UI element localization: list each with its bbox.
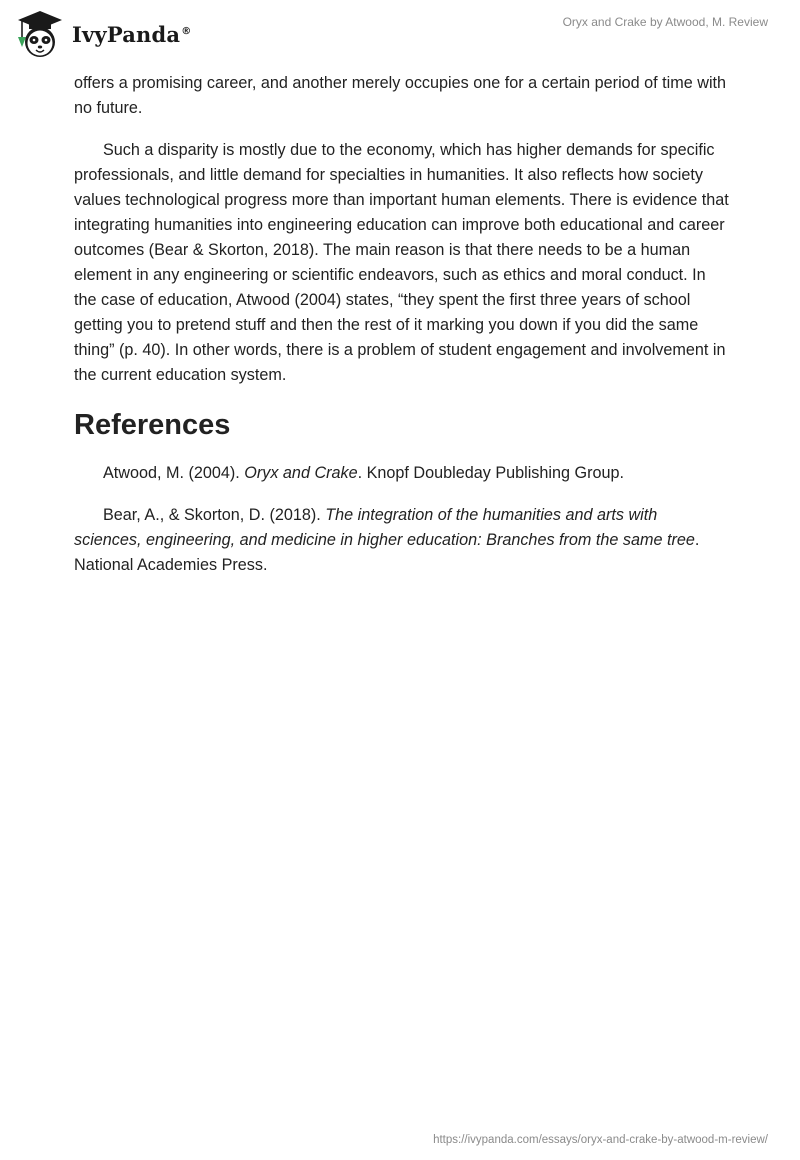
page-header — [0, 0, 800, 66]
panda-graduation-icon — [14, 9, 66, 59]
logo-text: IvyPanda® — [72, 21, 192, 47]
reference-entry — [74, 461, 729, 486]
reference-entry — [74, 503, 729, 578]
reference-publisher: . Knopf Doubleday Publishing Group. — [357, 464, 624, 482]
reference-authors: Atwood, M. (2004). — [103, 464, 245, 482]
references-heading: References — [74, 409, 231, 441]
ivypanda-logo[interactable] — [14, 8, 194, 60]
reference-title: The integration of the humanities and arts with sciences, engineering, and medicine in higher education: Branches from the same tree — [74, 506, 695, 549]
paragraph: Such a disparity is mostly due to the economy, which has higher demands for specific professionals, and little demand for specialties in humanities. It also reflects how society values technological progress more than important human elements. There is evidence that integrating humanities into engineering education can improve both educational and career outcomes (Bear & Skorton, 2018). The main reason is that there needs to be a human element in any engineering or scientific endeavors, such as ethics and moral conduct. In the case of education, Atwood (2004) states, “they spent the first three years of school getting you to pretend stuff and then the rest of it marking you down if you did the same thing” (p. 40). In other words, there is a problem of student engagement and involvement in the current education system. — [74, 141, 729, 384]
document-body — [74, 71, 729, 595]
registered-mark: ® — [181, 25, 192, 37]
paragraph-continued: offers a promising career, and another merely occupies one for a certain period of time with no future. — [74, 74, 727, 117]
document-title: Oryx and Crake by Atwood, M. Review — [562, 15, 768, 29]
source-url-link[interactable]: https://ivypanda.com/essays/oryx-and-crake-by-atwood-m-review/ — [433, 1134, 768, 1146]
reference-publisher: . National Academies Press. — [74, 531, 700, 574]
reference-authors: Bear, A., & Skorton, D. (2018). — [103, 506, 326, 524]
reference-title: Oryx and Crake — [244, 464, 358, 482]
